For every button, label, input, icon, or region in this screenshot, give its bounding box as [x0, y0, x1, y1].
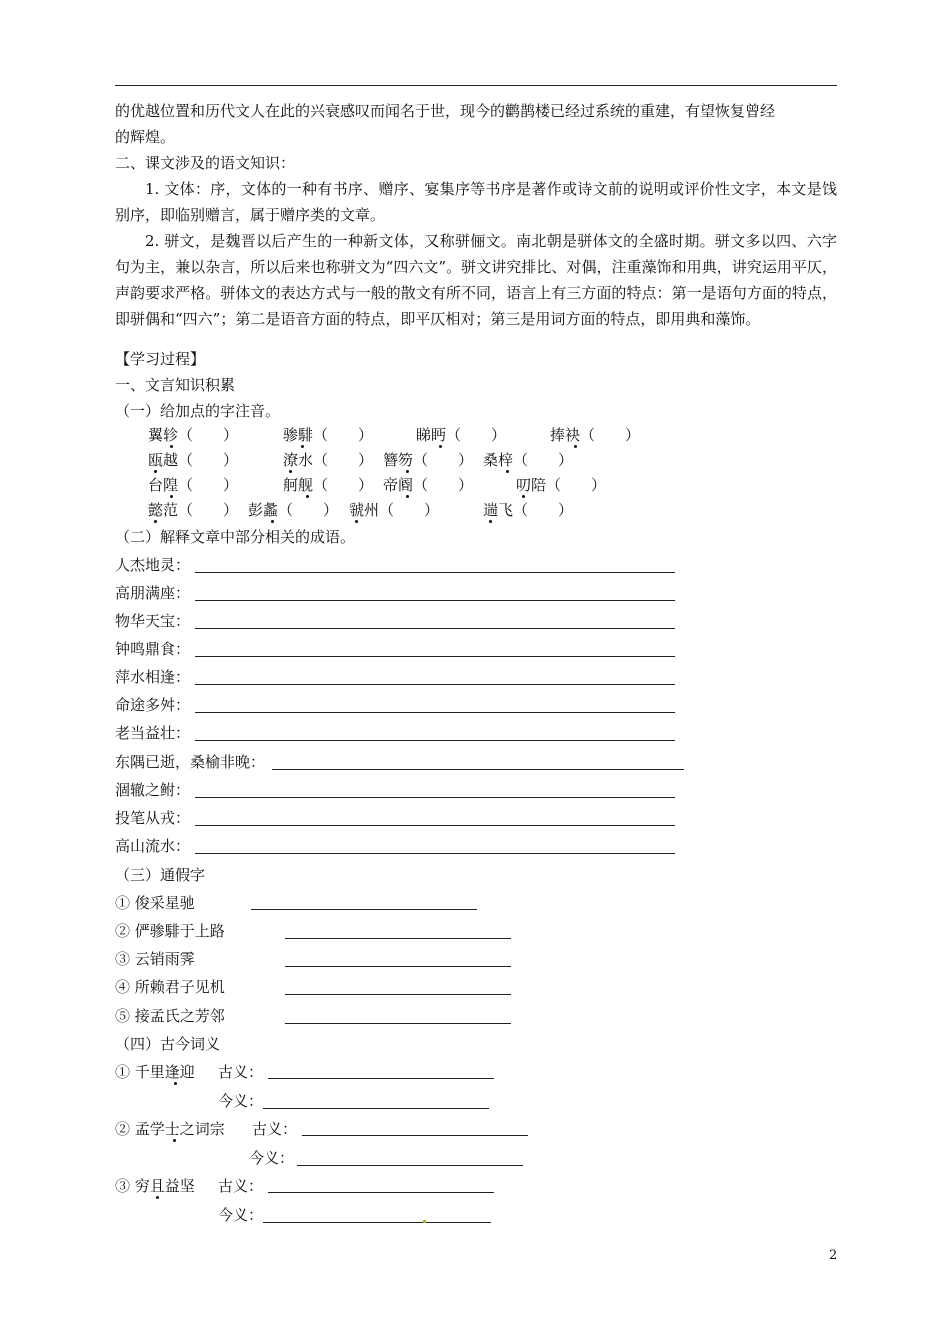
section2-paragraph-1: 1. 文体：序，文体的一种有书序、赠序、宴集序等书序是著作或诗文前的说明或评价性文字，本文是饯别序，即临别赠言，属于赠序类的文章。 — [115, 180, 837, 224]
answer-line[interactable] — [195, 656, 675, 657]
pinyin-item: 台隍（ ） — [148, 476, 239, 494]
idiom-label: 高朋满座： — [115, 584, 191, 602]
answer-line[interactable] — [195, 628, 675, 629]
answer-line[interactable] — [195, 600, 675, 601]
pinyin-item: 潦水（ ） — [283, 451, 374, 469]
tongjia-heading: （三）通假字 — [115, 866, 206, 884]
idiom-label: 命途多舛： — [115, 696, 191, 714]
answer-line[interactable] — [195, 740, 675, 741]
pinyin-item: 睇眄（ ） — [416, 426, 507, 444]
answer-line[interactable] — [285, 966, 511, 967]
pinyin-item: 捧袂（ ） — [550, 426, 641, 444]
section2-heading: 二、课文涉及的语文知识： — [115, 154, 296, 172]
answer-line[interactable] — [251, 909, 477, 910]
intro-line-2: 的辉煌。 — [115, 128, 176, 146]
gujin-old-label: 古义： — [218, 1177, 264, 1195]
gujin-new-label: 今义： — [218, 1092, 264, 1110]
pinyin-item: 骖騑（ ） — [283, 426, 374, 444]
answer-line[interactable] — [268, 1192, 494, 1193]
header-rule — [115, 85, 837, 86]
tongjia-item: ⑤ 接孟氏之芳邻 — [115, 1007, 225, 1025]
answer-line[interactable] — [285, 1023, 511, 1024]
answer-line[interactable] — [272, 769, 684, 770]
tongjia-item: ② 俨骖騑于上路 — [115, 922, 225, 940]
emphasis-dot — [406, 470, 409, 473]
pinyin-item: 桑梓（ ） — [483, 451, 574, 469]
answer-line[interactable] — [195, 572, 675, 573]
emphasis-dot — [489, 520, 492, 523]
emphasis-dot — [306, 495, 309, 498]
answer-line[interactable] — [195, 712, 675, 713]
gujin-old-label: 古义： — [218, 1063, 264, 1081]
emphasis-dot — [170, 495, 173, 498]
pinyin-item: 翼轸（ ） — [148, 426, 239, 444]
pinyin-heading: （一）给加点的字注音。 — [115, 402, 281, 420]
gujin-phrase: ② 孟学士之词宗 — [115, 1120, 225, 1138]
idiom-label: 东隅已逝，桑榆非晚： — [115, 753, 266, 771]
emphasis-dot — [271, 520, 274, 523]
intro-line-1: 的优越位置和历代文人在此的兴衰感叹而闻名于世，现今的鹳鹊楼已经过系统的重建，有望恢复曾经 — [115, 102, 776, 120]
idiom-label: 萍水相逢： — [115, 668, 191, 686]
emphasis-dot — [355, 520, 358, 523]
pinyin-item: 彭蠡（ ） — [248, 501, 339, 519]
emphasis-dot — [506, 470, 509, 473]
answer-line[interactable] — [195, 825, 675, 826]
gujin-heading: （四）古今词义 — [115, 1035, 221, 1053]
idiom-label: 涸辙之鲋： — [115, 781, 191, 799]
answer-line[interactable] — [263, 1222, 491, 1223]
gujin-old-label: 古义： — [252, 1120, 298, 1138]
answer-line[interactable] — [302, 1135, 528, 1136]
idiom-label: 钟鸣鼎食： — [115, 640, 191, 658]
answer-line[interactable] — [195, 797, 675, 798]
process-subheading: 一、文言知识积累 — [115, 376, 236, 394]
pinyin-item: 瓯越（ ） — [148, 451, 239, 469]
process-heading: 【学习过程】 — [115, 350, 206, 368]
gujin-new-label: 今义： — [249, 1149, 295, 1167]
pinyin-item: 虢州（ ） — [349, 501, 440, 519]
gujin-phrase: ③ 穷且益坚 — [115, 1177, 195, 1195]
answer-line[interactable] — [285, 938, 511, 939]
gujin-phrase: ① 千里逢迎 — [115, 1063, 195, 1081]
emphasis-dot — [574, 445, 577, 448]
answer-line[interactable] — [268, 1078, 494, 1079]
emphasis-dot — [301, 445, 304, 448]
idiom-label: 高山流水： — [115, 837, 191, 855]
answer-line[interactable] — [297, 1165, 523, 1166]
gujin-new-label: 今义： — [218, 1206, 264, 1224]
idiom-label: 投笔从戎： — [115, 809, 191, 827]
page-number: 2 — [829, 1248, 838, 1263]
answer-line[interactable] — [285, 994, 511, 995]
pinyin-item: 叨陪（ ） — [516, 476, 607, 494]
stray-mark — [423, 1220, 426, 1223]
pinyin-item: 舸舰（ ） — [283, 476, 374, 494]
tongjia-item: ④ 所赖君子见机 — [115, 978, 225, 996]
section2-paragraph-2: 2. 骈文，是魏晋以后产生的一种新文体，又称骈俪文。南北朝是骈体文的全盛时期。骈文多以四、六字句为主，兼以杂言，所以后来也称骈文为“四六文”。骈文讲究排比、对偶，注重藻饰和用典，讲究运用平仄，声韵要求严格。骈体文的表达方式与一般的散文有所不同，语言上有三方面的特点：第一是语句方面的特点，即骈偶和“四六”；第二是语音方面的特点，即平仄相对；第三是用词方面的特点，即用典和藻饰。 — [115, 232, 837, 328]
pinyin-item: 遄飞（ ） — [483, 501, 574, 519]
emphasis-dot — [156, 1196, 159, 1199]
emphasis-dot — [173, 1139, 176, 1142]
idiom-heading: （二）解释文章中部分相关的成语。 — [115, 528, 356, 546]
emphasis-dot — [522, 495, 525, 498]
tongjia-item: ① 俊采星驰 — [115, 894, 195, 912]
idiom-label: 人杰地灵： — [115, 556, 191, 574]
answer-line[interactable] — [263, 1108, 489, 1109]
answer-line[interactable] — [195, 853, 675, 854]
idiom-label: 老当益壮： — [115, 724, 191, 742]
emphasis-dot — [154, 470, 157, 473]
pinyin-item: 懿范（ ） — [148, 501, 239, 519]
emphasis-dot — [406, 495, 409, 498]
emphasis-dot — [289, 470, 292, 473]
pinyin-item: 簪笏（ ） — [383, 451, 474, 469]
emphasis-dot — [154, 520, 157, 523]
idiom-label: 物华天宝： — [115, 612, 191, 630]
pinyin-item: 帝阍（ ） — [383, 476, 474, 494]
emphasis-dot — [170, 445, 173, 448]
tongjia-item: ③ 云销雨霁 — [115, 950, 195, 968]
emphasis-dot — [174, 1082, 177, 1085]
answer-line[interactable] — [195, 684, 675, 685]
emphasis-dot — [439, 445, 442, 448]
